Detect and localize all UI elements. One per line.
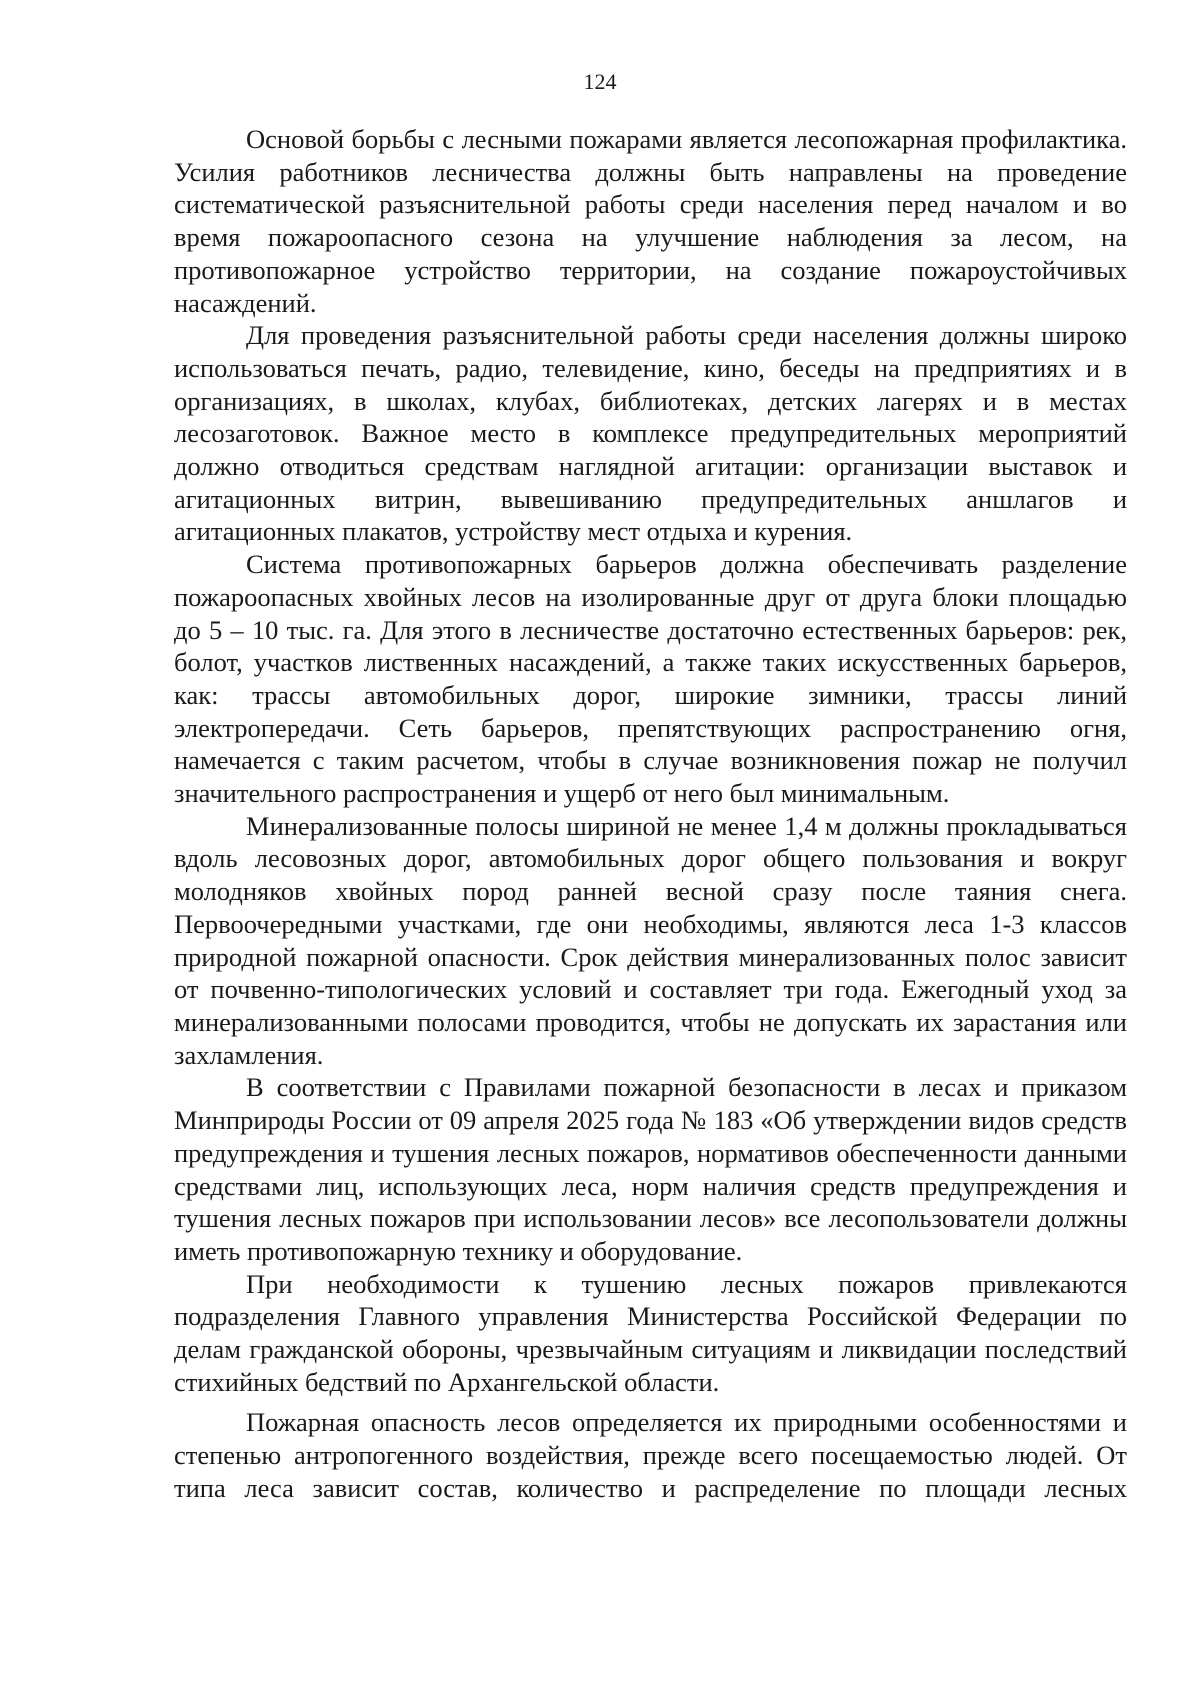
paragraph-outreach: Для проведения разъяснительной работы среди населения должны широко использоваться печать, радио, телевидение, кино, беседы на предприятиях и в организациях, в школах, клубах, библиотеках, детских лагерях и в местах лесозаготовок. Важное место в комплексе предупредительных мероприятий должно отводиться средствам наглядной агитации: организации выставок и агитационных витрин, вывешиванию предупредительных аншлагов и агитационных плакатов, устройству мест отдыха и курения. [174,320,1127,547]
paragraph-fire-prevention: Основой борьбы с лесными пожарами является лесопожарная профилактика. Усилия работников лесничества должны быть направлены на проведение систематической разъяснительной работы среди населения перед началом и во время пожароопасного сезона на улучшение наблюдения за лесом, на противопожарное устройство территории, на создание пожароустойчивых насаждений. [174,124,1127,318]
paragraph-fire-barriers: Система противопожарных барьеров должна обеспечивать разделение пожароопасных хвойных лесов на изолированные друг от друга блоки площадью до 5 – 10 тыс. га. Для этого в лесничестве достаточно естественных барьеров: рек, болот, участков лиственных насаждений, а также таких искусственных барьеров, как: трассы автомобильных дорог, широкие зимники, трассы линий электропередачи. Сеть барьеров, препятствующих распространению огня, намечается с таким расчетом, чтобы в случае возникновения пожар не получил значительного распространения и ущерб от него был минимальным. [174,549,1127,809]
paragraph-mineralized-strips: Минерализованные полосы шириной не менее 1,4 м должны прокладываться вдоль лесовозных дорог, автомобильных дорог общего пользования и вокруг молодняков хвойных пород ранней весной сразу после таяния снега. Первоочередными участками, где они необходимы, являются леса 1-3 классов природной пожарной опасности. Срок действия минерализованных полос зависит от почвенно-типологических условий и составляет три года. Ежегодный уход за минерализованными полосами проводится, чтобы не допускать их зарастания или захламления. [174,810,1127,1070]
paragraph-fire-hazard: Пожарная опасность лесов определяется их природными особенностями и степенью антропогенного воздействия, прежде всего посещаемостью людей. От типа леса зависит состав, количество и распределение по площади лесных [174,1407,1127,1503]
body-text [174,123,1127,1505]
paragraph-emergency-ministry: При необходимости к тушению лесных пожаров привлекаются подразделения Главного управления Министерства Российской Федерации по делам гражданской обороны, чрезвычайным ситуациям и ликвидации последствий стихийных бедствий по Архангельской области. [174,1268,1127,1397]
paragraph-fire-safety-rules: В соответствии с Правилами пожарной безопасности в лесах и приказом Минприроды России от 09 апреля 2025 года № 183 «Об утверждении видов средств предупреждения и тушения лесных пожаров, нормативов обеспеченности данными средствами лиц, использующих леса, норм наличия средств предупреждения и тушения лесных пожаров при использовании лесов» все лесопользователи должны иметь противопожарную технику и оборудование. [174,1072,1127,1266]
page-number: 124 [583,69,617,94]
